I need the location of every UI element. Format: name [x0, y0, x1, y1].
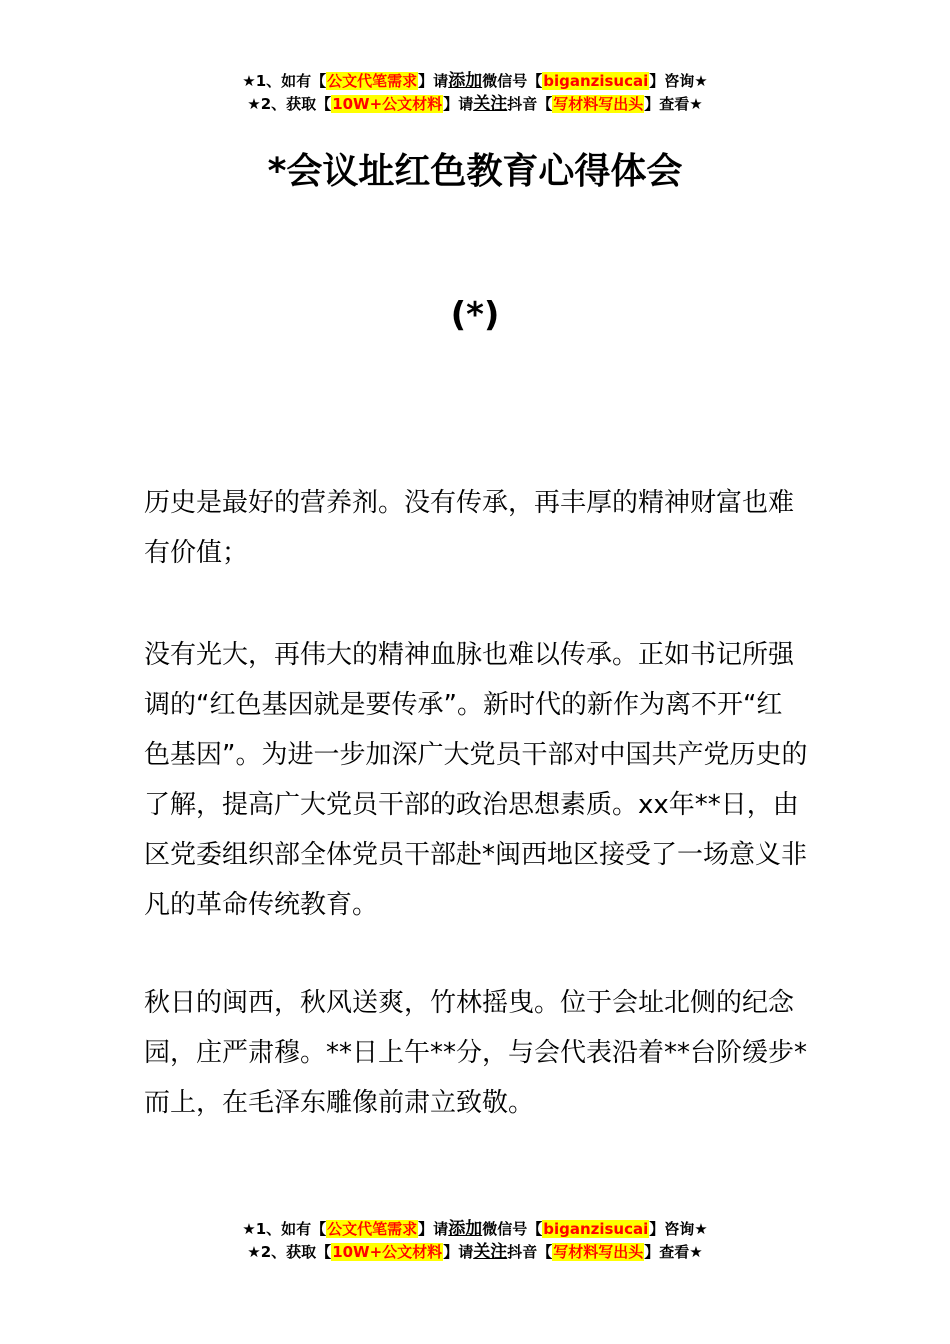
- banner-line-1: [0, 70, 950, 93]
- banner-line-2: [0, 93, 950, 116]
- emphasis-follow: 关注: [473, 94, 508, 114]
- banner-text: ★1、如有【: [242, 72, 327, 90]
- banner-text: 】请: [443, 95, 474, 113]
- highlight-douyin-account: 写材料写出头: [553, 95, 644, 113]
- banner-text: 抖音【: [507, 95, 553, 113]
- highlight-douyin-account: 写材料写出头: [553, 1243, 644, 1261]
- highlight-service: 公文代笔需求: [327, 1220, 418, 1238]
- banner-text: 】请: [443, 1243, 474, 1261]
- banner-text: ★1、如有【: [242, 1220, 327, 1238]
- banner-text: 】查看★: [644, 95, 703, 113]
- banner-text: 微信号【: [482, 72, 543, 90]
- banner-text: 】请: [418, 1220, 449, 1238]
- highlight-materials: 10W+公文材料: [332, 95, 443, 113]
- banner-text: 微信号【: [482, 1220, 543, 1238]
- banner-text: 】咨询★: [649, 1220, 708, 1238]
- emphasis-add: 添加: [448, 1219, 483, 1239]
- highlight-service: 公文代笔需求: [327, 72, 418, 90]
- paragraph-3: 秋日的闽西，秋风送爽，竹林摇曳。位于会址北侧的纪念园，庄严肃穆。**日上午**分，与会代表沿着**台阶缓步*而上，在毛泽东雕像前肃立致敬。: [144, 988, 808, 1118]
- banner-text: ★2、获取【: [247, 95, 332, 113]
- banner-text: ★2、获取【: [247, 1243, 332, 1261]
- emphasis-add: 添加: [448, 71, 483, 91]
- highlight-materials: 10W+公文材料: [332, 1243, 443, 1261]
- banner-text: 抖音【: [507, 1243, 553, 1261]
- paragraph-2: 没有光大，再伟大的精神血脉也难以传承。正如书记所强调的“红色基因就是要传承”。新时代的新作为离不开“红色基因”。为进一步加深广大党员干部对中国共产党历史的了解，提高广大党员干部的政治思想素质。xx年**日，由区党委组织部全体党员干部赴*闽西地区接受了一场意义非凡的革命传统教育。: [144, 640, 808, 920]
- banner-line-2: [0, 1241, 950, 1264]
- banner-text: 】请: [418, 72, 449, 90]
- header-banner: [0, 70, 950, 116]
- highlight-wechat-id: biganzisucai: [543, 1220, 649, 1238]
- document-title: *会议址红色教育心得体会: [267, 151, 683, 192]
- highlight-wechat-id: biganzisucai: [543, 72, 649, 90]
- emphasis-follow: 关注: [473, 1242, 508, 1262]
- paragraph-1: 历史是最好的营养剂。没有传承，再丰厚的精神财富也难有价值；: [144, 488, 795, 568]
- banner-text: 】查看★: [644, 1243, 703, 1261]
- document-subtitle: (*): [450, 295, 500, 335]
- footer-banner: [0, 1218, 950, 1264]
- banner-line-1: [0, 1218, 950, 1241]
- banner-text: 】咨询★: [649, 72, 708, 90]
